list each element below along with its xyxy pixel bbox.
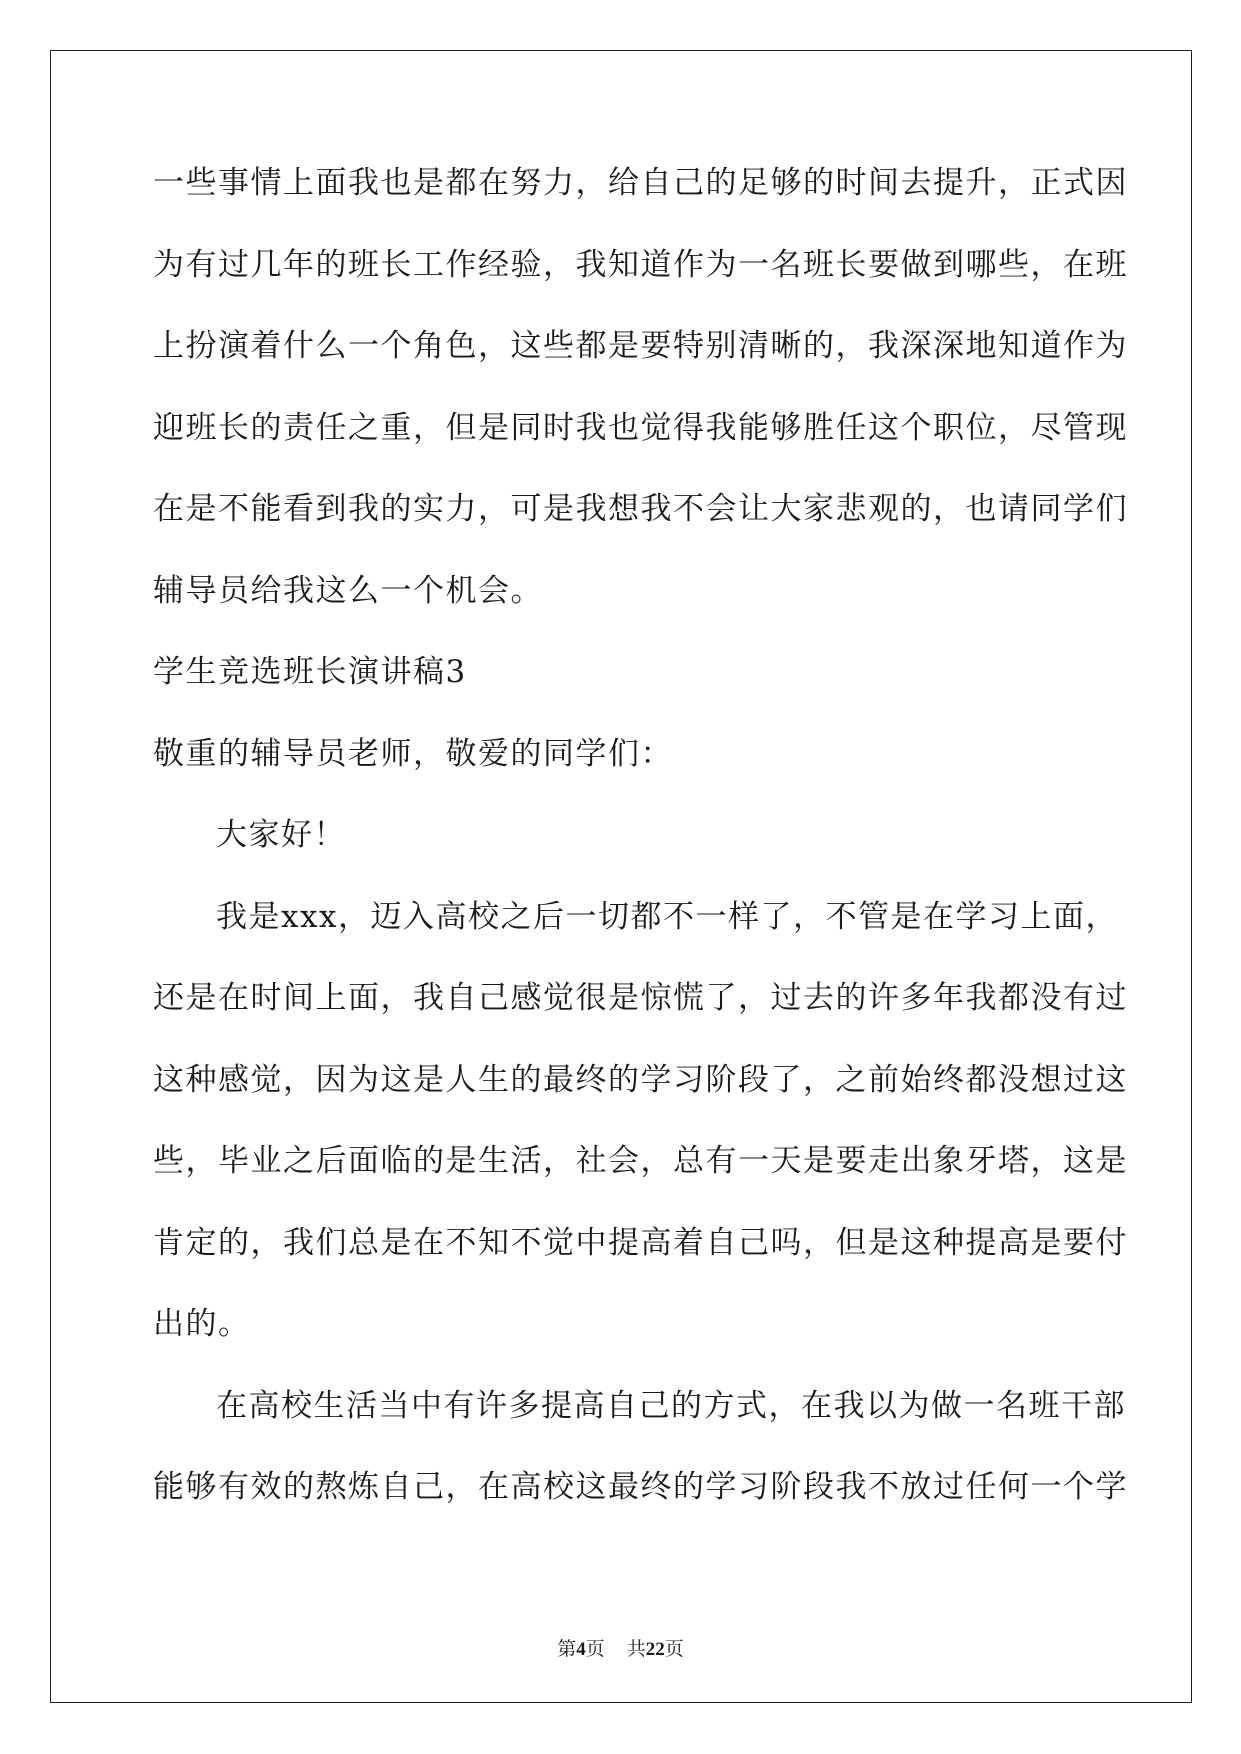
greeting: 大家好！	[216, 817, 346, 853]
text-line: 能够有效的熬炼自己，在高校这最终的学习阶段我不放过任何一个学	[153, 1469, 1128, 1505]
text-line: 上扮演着什么一个角色，这些都是要特别清晰的，我深深地知道作为	[153, 328, 1128, 364]
text-line: 出的。	[153, 1306, 251, 1342]
salutation: 敬重的辅导员老师，敬爱的同学们：	[153, 735, 673, 772]
page-footer	[0, 1634, 1241, 1661]
footer-page-number: 4	[576, 1639, 586, 1660]
text-line: 迎班长的责任之重，但是同时我也觉得我能够胜任这个职位，尽管现	[153, 409, 1128, 446]
section-heading: 学生竞选班长演讲稿3	[153, 654, 467, 690]
text-line: 肯定的，我们总是在不知不觉中提高着自己吗，但是这种提高是要付	[153, 1224, 1128, 1261]
footer-total-suffix: 页	[664, 1639, 684, 1660]
text-line: 这种感觉，因为这是人生的最终的学习阶段了，之前始终都没想过这	[153, 1061, 1128, 1098]
document-body	[153, 163, 1128, 1549]
footer-page-suffix: 页	[585, 1639, 605, 1660]
text-line: 辅导员给我这么一个机会。	[153, 572, 543, 609]
text-line: 还是在时间上面，我自己感觉很是惊慌了，过去的许多年我都没有过	[153, 980, 1128, 1016]
text-line: 在是不能看到我的实力，可是我想我不会让大家悲观的，也请同学们	[153, 491, 1128, 527]
text-line: 我是xxx，迈入高校之后一切都不一样了，不管是在学习上面，	[216, 898, 1118, 935]
footer-total-prefix: 共	[626, 1639, 646, 1660]
footer-total-pages: 22	[645, 1639, 665, 1660]
footer-page-prefix: 第	[557, 1639, 577, 1660]
text-line: 一些事情上面我也是都在努力，给自己的足够的时间去提升，正式因	[153, 165, 1128, 201]
text-line: 些，毕业之后面临的是生活，社会，总有一天是要走出象牙塔，这是	[153, 1143, 1128, 1179]
text-line: 在高校生活当中有许多提高自己的方式，在我以为做一名班干部	[216, 1387, 1126, 1424]
text-line: 为有过几年的班长工作经验，我知道作为一名班长要做到哪些，在班	[153, 246, 1128, 283]
